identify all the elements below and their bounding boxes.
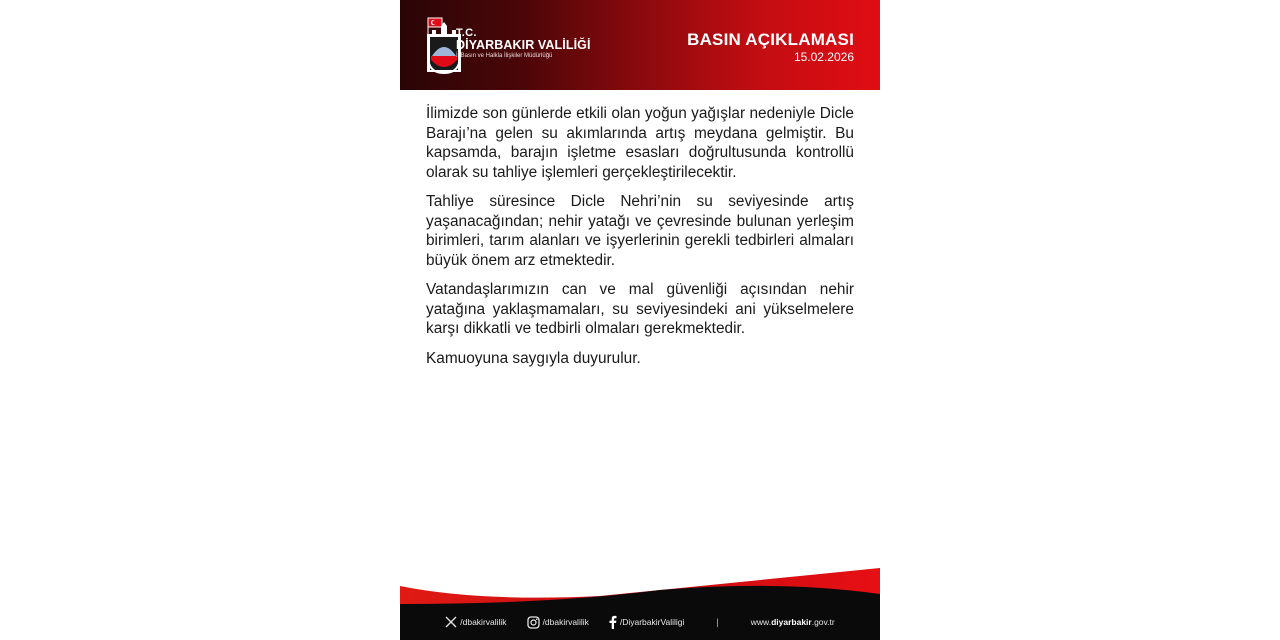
- website-link[interactable]: [751, 617, 835, 627]
- paragraph: İlimizde son günlerde etkili olan yoğun yağışlar nedeniyle Dicle Barajı’na gelen su akımlarında artış meydana gelmiştir. Bu kapsamda, barajın işletme esasları doğrultusunda kontrollü olarak su tahliye işlemleri gerçekleştirilecektir.: [426, 105, 854, 181]
- instagram-handle: /dbakirvalilik: [542, 617, 589, 627]
- facebook-link[interactable]: [609, 615, 685, 629]
- footer-social-bar: [400, 604, 880, 640]
- statement-body: [426, 104, 854, 378]
- closing-paragraph: Kamuoyuna saygıyla duyurulur.: [426, 349, 641, 367]
- instagram-link[interactable]: [527, 616, 589, 629]
- organization-block: [456, 28, 591, 60]
- x-logo-icon: [445, 616, 457, 628]
- org-subtitle: İl Basın ve Halkla İlişkiler Müdürlüğü: [456, 53, 553, 59]
- website-suffix: .gov.tr: [811, 617, 835, 627]
- document-title: BASIN AÇIKLAMASI: [687, 30, 854, 49]
- separator: |: [716, 617, 719, 627]
- facebook-handle: /DiyarbakirValiligi: [619, 617, 685, 627]
- press-release-document: [400, 0, 880, 640]
- website-domain: diyarbakir: [771, 617, 812, 627]
- x-link[interactable]: [445, 616, 506, 628]
- facebook-icon: [609, 615, 617, 629]
- paragraph: Vatandaşlarımızın can ve mal güvenliği açısından nehir yatağına yaklaşmamaları, su seviyesindeki ani yükselmelere karşı dikkatli ve tedbirli olmaları gerekmektedir.: [426, 281, 854, 337]
- paragraph: Tahliye süresince Dicle Nehri’nin su seviyesinde artış yaşanacağından; nehir yatağı ve çevresinde bulunan yerleşim birimleri, tarım alanları ve işyerlerinin gerekli tedbirleri almaları büyük önem arz etmektedir.: [426, 193, 854, 269]
- org-tc: T.C.: [456, 27, 477, 39]
- header-banner: [400, 0, 880, 90]
- website-prefix: www.: [750, 617, 772, 627]
- org-name: DİYARBAKIR VALİLİĞİ: [456, 38, 591, 52]
- document-date: 15.02.2026: [793, 50, 854, 64]
- x-handle: /dbakirvalilik: [460, 617, 507, 627]
- instagram-icon: [527, 616, 540, 629]
- title-block: [687, 30, 854, 64]
